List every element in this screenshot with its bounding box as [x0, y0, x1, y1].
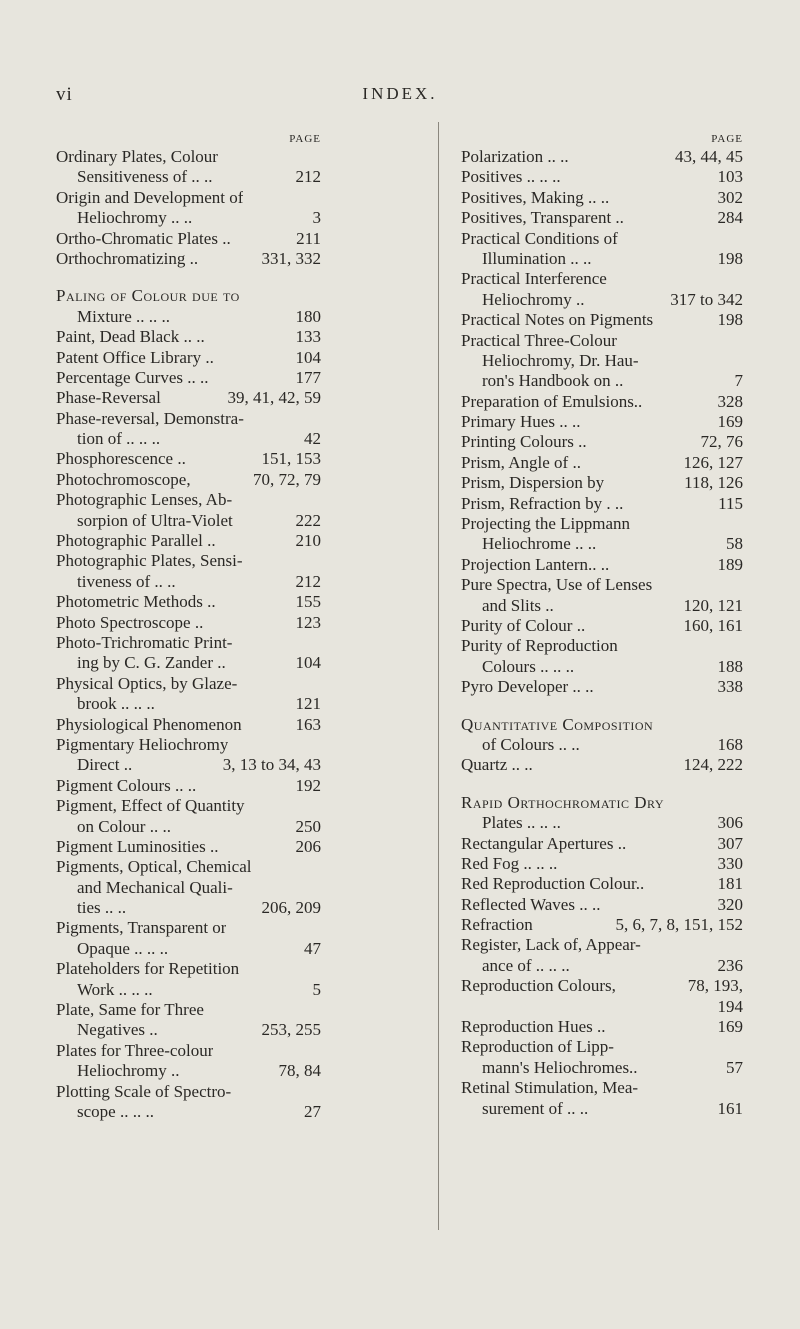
entry-page-numbers: 317 to 342	[670, 289, 743, 309]
entry-text: ties .. ..	[77, 898, 127, 918]
index-entry-line	[56, 857, 321, 877]
entry-page-numbers: 212	[295, 167, 321, 187]
entry-page-numbers: 3	[312, 208, 321, 228]
entry-text: Reproduction of Lipp-	[461, 1037, 614, 1057]
page-number: vi	[56, 84, 73, 105]
entry-text: Plotting Scale of Spectro-	[56, 1081, 232, 1101]
section-gap	[461, 776, 743, 793]
section-gap	[56, 269, 321, 286]
entry-page-numbers: 198	[717, 310, 743, 330]
entry-text: Phase-reversal, Demonstra-	[56, 408, 244, 428]
entry-text: Pigments, Optical, Chemical	[56, 857, 252, 877]
entry-page-numbers: 181	[717, 874, 743, 894]
entry-page-numbers: 177	[295, 367, 321, 387]
entry-text: Register, Lack of, Appear-	[461, 935, 641, 955]
entry-text: Red Fog .. .. ..	[461, 853, 558, 873]
entry-page-numbers: 338	[717, 677, 743, 697]
index-entry-line	[461, 188, 743, 208]
entry-page-numbers: 123	[295, 612, 321, 632]
entry-page-numbers: 212	[295, 571, 321, 591]
index-entry-line	[461, 534, 743, 554]
index-entry-line	[56, 878, 321, 898]
entry-text: Projection Lantern.. ..	[461, 554, 610, 574]
index-entry-line	[461, 755, 743, 775]
section-gap	[461, 698, 743, 715]
entry-text: Paint, Dead Black .. ..	[56, 327, 205, 347]
entry-page-numbers: 198	[717, 248, 743, 268]
entry-page-numbers: 124, 222	[683, 755, 743, 775]
index-entry-line	[56, 1102, 321, 1122]
index-entry-line	[461, 735, 743, 755]
entry-text: Heliochromy ..	[482, 289, 585, 309]
index-entry-line	[56, 208, 321, 228]
entry-text: ing by C. G. Zander ..	[77, 653, 226, 673]
index-entry-line	[56, 388, 321, 408]
entry-page-numbers: 194	[717, 996, 743, 1016]
entry-text: Heliochromy ..	[77, 1061, 180, 1081]
entry-page-numbers: 236	[717, 955, 743, 975]
entry-text: Photometric Methods ..	[56, 592, 216, 612]
entry-text: Rapid Orthochromatic Dry	[461, 792, 665, 812]
entry-page-numbers: 302	[717, 187, 743, 207]
entry-page-numbers: 104	[295, 653, 321, 673]
entry-text: Pigmentary Heliochromy	[56, 734, 229, 754]
entry-text: Pigments, Transparent or	[56, 918, 227, 938]
entry-text: Ortho-Chromatic Plates ..	[56, 228, 231, 248]
entry-text: scope .. .. ..	[77, 1101, 154, 1121]
entry-text: Phosphorescence ..	[56, 449, 186, 469]
entry-text: Illumination .. ..	[482, 248, 592, 268]
entry-text: Sensitiveness of .. ..	[77, 167, 213, 187]
index-entry-line	[461, 657, 743, 677]
index-entry-line	[56, 551, 321, 571]
index-entry-line	[461, 997, 743, 1017]
entry-page-numbers: 118, 126	[684, 473, 743, 493]
entry-page-numbers: 320	[717, 894, 743, 914]
index-entry-line	[461, 976, 743, 996]
entry-page-numbers: 188	[717, 656, 743, 676]
index-entry-line	[461, 596, 743, 616]
entry-text: Printing Colours ..	[461, 432, 587, 452]
entry-text: Purity of Colour ..	[461, 615, 586, 635]
entry-text: Rectangular Apertures ..	[461, 833, 627, 853]
entry-page-numbers: 58	[726, 534, 743, 554]
entry-text: ron's Handbook on ..	[482, 371, 624, 391]
entry-page-numbers: 7	[734, 371, 743, 391]
entry-page-numbers: 151, 153	[261, 449, 321, 469]
entry-page-numbers: 120, 121	[683, 595, 743, 615]
index-entry-line	[56, 959, 321, 979]
entry-text: Orthochromatizing ..	[56, 248, 199, 268]
index-entry-line	[461, 956, 743, 976]
entry-text: Reproduction Colours,	[461, 976, 616, 996]
entry-text: Percentage Curves .. ..	[56, 367, 209, 387]
entry-text: Origin and Development of	[56, 187, 244, 207]
index-entry-line	[461, 874, 743, 894]
index-entry-line	[56, 449, 321, 469]
entry-text: Practical Interference	[461, 269, 607, 289]
entry-page-numbers: 42	[304, 429, 321, 449]
entry-page-numbers: 5, 6, 7, 8, 151, 152	[615, 915, 743, 935]
index-entry-line	[461, 1058, 743, 1078]
entry-page-numbers: 39, 41, 42, 59	[227, 388, 321, 408]
index-entry-line	[56, 368, 321, 388]
index-entry-line	[56, 939, 321, 959]
index-entry-line	[461, 555, 743, 575]
entry-text: brook .. .. ..	[77, 694, 155, 714]
entry-text: Heliochromy, Dr. Hau-	[482, 350, 639, 370]
index-entry-line	[461, 616, 743, 636]
entry-text: Plates for Three-colour	[56, 1040, 214, 1060]
entry-page-numbers: 5	[312, 979, 321, 999]
entry-text: Physical Optics, by Glaze-	[56, 673, 238, 693]
index-entry-line	[461, 167, 743, 187]
entry-page-numbers: 169	[717, 412, 743, 432]
entry-page-numbers: 168	[717, 734, 743, 754]
index-entry-line	[461, 935, 743, 955]
entry-text: Physiological Phenomenon	[56, 714, 242, 734]
entry-text: and Slits ..	[482, 595, 554, 615]
entry-text: Reflected Waves .. ..	[461, 894, 601, 914]
entry-text: Red Reproduction Colour..	[461, 874, 645, 894]
index-entry-line	[56, 653, 321, 673]
index-entry-line	[461, 793, 743, 813]
entry-page-numbers: 331, 332	[261, 248, 321, 268]
entry-text: Paling of Colour due to	[56, 286, 240, 306]
entry-page-numbers: 222	[295, 510, 321, 530]
entry-page-numbers: 169	[717, 1017, 743, 1037]
entry-page-numbers: 211	[296, 228, 321, 248]
entry-text: Positives, Transparent ..	[461, 208, 624, 228]
running-head: INDEX.	[362, 84, 438, 103]
entry-text: Ordinary Plates, Colour	[56, 147, 218, 166]
index-entry-line	[56, 429, 321, 449]
index-entry-line	[56, 898, 321, 918]
index-entry-line	[461, 1037, 743, 1057]
entry-text: Practical Notes on Pigments	[461, 310, 654, 330]
index-entry-line	[461, 677, 743, 697]
index-entry-line	[56, 531, 321, 551]
index-entry-line	[56, 633, 321, 653]
entry-text: Purity of Reproduction	[461, 636, 618, 656]
entry-text: Reproduction Hues ..	[461, 1017, 606, 1037]
index-entry-line	[461, 834, 743, 854]
entry-page-numbers: 163	[295, 714, 321, 734]
entry-text: Polarization .. ..	[461, 147, 569, 166]
index-entry-line	[461, 290, 743, 310]
page-header	[0, 84, 800, 110]
index-entry-line	[461, 514, 743, 534]
entry-text: Photo Spectroscope ..	[56, 612, 204, 632]
index-entry-line	[56, 327, 321, 347]
entry-text: Retinal Stimulation, Mea-	[461, 1078, 639, 1098]
entry-page-numbers: 126, 127	[683, 452, 743, 472]
page-column-label: PAGE	[289, 133, 321, 145]
index-entry-line	[56, 980, 321, 1000]
index-entry-line	[56, 1082, 321, 1102]
index-column-right	[461, 133, 743, 1119]
index-entry-line	[56, 735, 321, 755]
entry-text: of Colours .. ..	[482, 734, 580, 754]
index-entry-line	[56, 592, 321, 612]
index-entry-line	[56, 1061, 321, 1081]
index-entry-line	[56, 918, 321, 938]
entry-text: Prism, Dispersion by	[461, 473, 605, 493]
entry-text: Quartz .. ..	[461, 755, 533, 775]
index-entry-line	[461, 915, 743, 935]
index-entry-line	[56, 817, 321, 837]
entry-text: Practical Three-Colour	[461, 330, 617, 350]
entry-text: Pyro Developer .. ..	[461, 677, 594, 697]
entry-text: Photographic Lenses, Ab-	[56, 490, 233, 510]
entry-page-numbers: 250	[295, 816, 321, 836]
entry-text: Projecting the Lippmann	[461, 514, 631, 534]
entry-page-numbers: 155	[295, 592, 321, 612]
entry-page-numbers: 27	[304, 1101, 321, 1121]
index-entry-line	[56, 188, 321, 208]
index-entry-line	[56, 776, 321, 796]
index-entry-line	[461, 813, 743, 833]
entry-page-numbers: 3, 13 to 34, 43	[222, 755, 321, 775]
entry-page-numbers: 206	[295, 836, 321, 856]
index-entry-line	[461, 269, 743, 289]
entry-text: Photographic Plates, Sensi-	[56, 551, 243, 571]
entry-text: Preparation of Emulsions..	[461, 391, 643, 411]
entry-page-numbers: 210	[295, 531, 321, 551]
entry-text: mann's Heliochromes..	[482, 1057, 638, 1077]
entry-text: Pigment Colours .. ..	[56, 775, 197, 795]
entry-page-numbers: 284	[717, 208, 743, 228]
index-entry-line	[56, 674, 321, 694]
column-divider	[438, 122, 439, 1230]
entry-text: Colours .. .. ..	[482, 656, 575, 676]
entry-text: Photo-Trichromatic Print-	[56, 632, 233, 652]
entry-page-numbers: 328	[717, 391, 743, 411]
entry-text: Pigment, Effect of Quantity	[56, 796, 245, 816]
entry-text: Pigment Luminosities ..	[56, 836, 219, 856]
entry-page-numbers: 70, 72, 79	[253, 469, 321, 489]
entry-text: and Mechanical Quali-	[77, 877, 233, 897]
index-entry-line	[461, 453, 743, 473]
index-entry-line	[56, 348, 321, 368]
entry-page-numbers: 103	[717, 167, 743, 187]
entry-text: Heliochromy .. ..	[77, 208, 193, 228]
entry-page-numbers: 192	[295, 775, 321, 795]
entry-page-numbers: 253, 255	[261, 1020, 321, 1040]
entry-text: Opaque .. .. ..	[77, 938, 169, 958]
entry-page-numbers: 72, 76	[700, 432, 743, 452]
entry-text: Quantitative Composition	[461, 714, 654, 734]
index-entry-line	[461, 1078, 743, 1098]
entry-text: Work .. .. ..	[77, 979, 153, 999]
entry-text: Positives, Making .. ..	[461, 187, 610, 207]
index-entry-line	[461, 331, 743, 351]
index-entry-line	[461, 412, 743, 432]
index-entry-line	[461, 575, 743, 595]
index-entry-line	[56, 229, 321, 249]
index-entry-line	[461, 351, 743, 371]
entry-page-numbers: 160, 161	[683, 615, 743, 635]
entry-page-numbers: 206, 209	[261, 898, 321, 918]
entry-text: Mixture .. .. ..	[77, 306, 171, 326]
entry-text: Plateholders for Repetition	[56, 959, 240, 979]
entry-page-numbers: 307	[717, 833, 743, 853]
index-entry-line	[56, 613, 321, 633]
entry-text: Phase-Reversal	[56, 388, 161, 408]
index-entry-line	[56, 490, 321, 510]
entry-page-numbers: 133	[295, 327, 321, 347]
entry-page-numbers: 189	[717, 554, 743, 574]
index-entry-line	[461, 392, 743, 412]
index-entry-line	[56, 796, 321, 816]
entry-text: tion of .. .. ..	[77, 429, 161, 449]
entry-page-numbers: 78, 193,	[687, 976, 743, 996]
index-entry-line	[56, 470, 321, 490]
entry-text: Photochromoscope,	[56, 469, 191, 489]
entry-page-numbers: 57	[726, 1057, 743, 1077]
entry-text: Refraction	[461, 915, 533, 935]
index-entry-line	[56, 572, 321, 592]
index-entry-line	[461, 715, 743, 735]
entry-text: Prism, Angle of ..	[461, 452, 581, 472]
index-entry-line	[461, 432, 743, 452]
index-column-left	[56, 133, 321, 1122]
entry-text: Pure Spectra, Use of Lenses	[461, 575, 653, 595]
index-entry-line	[56, 694, 321, 714]
entry-text: Plate, Same for Three	[56, 1000, 204, 1020]
entry-text: Plates .. .. ..	[482, 813, 561, 833]
index-entry-line	[461, 208, 743, 228]
entry-page-numbers: 306	[717, 813, 743, 833]
entry-text: surement of .. ..	[482, 1098, 589, 1118]
entry-page-numbers: 47	[304, 938, 321, 958]
entry-page-numbers: 43, 44, 45	[675, 147, 743, 166]
index-entry-line	[56, 167, 321, 187]
index-entry-line	[461, 895, 743, 915]
index-entry-line	[461, 494, 743, 514]
index-entry-line	[56, 511, 321, 531]
entry-text: on Colour .. ..	[77, 816, 171, 836]
index-entry-line	[461, 636, 743, 656]
index-entry-line	[56, 715, 321, 735]
entry-text: Photographic Parallel ..	[56, 531, 216, 551]
index-entry-line	[461, 854, 743, 874]
entry-text: tiveness of .. ..	[77, 571, 176, 591]
index-entry-line	[56, 837, 321, 857]
index-entry-line	[461, 371, 743, 391]
entry-text: sorpion of Ultra-Violet	[77, 510, 233, 530]
entry-page-numbers: 121	[295, 694, 321, 714]
index-entry-line	[461, 473, 743, 493]
entry-text: Negatives ..	[77, 1020, 158, 1040]
entry-page-numbers: 104	[295, 347, 321, 367]
index-entry-line	[56, 307, 321, 327]
entry-text: Practical Conditions of	[461, 228, 618, 248]
index-entry-line	[56, 1020, 321, 1040]
entry-text: Primary Hues .. ..	[461, 412, 581, 432]
index-entry-line	[461, 249, 743, 269]
entry-page-numbers: 330	[717, 853, 743, 873]
entry-text: Direct ..	[77, 755, 133, 775]
entry-page-numbers: 115	[718, 493, 743, 513]
index-entry-line	[56, 755, 321, 775]
entry-page-numbers: 161	[717, 1098, 743, 1118]
index-entry-line	[461, 1017, 743, 1037]
index-entry-line	[461, 1099, 743, 1119]
index-entry-line	[56, 1000, 321, 1020]
index-entry-line	[56, 249, 321, 269]
page-column-label: PAGE	[711, 133, 743, 145]
entry-page-numbers: 78, 84	[278, 1061, 321, 1081]
index-entry-line	[56, 1041, 321, 1061]
index-entry-line	[461, 310, 743, 330]
entry-text: Prism, Refraction by . ..	[461, 493, 624, 513]
index-entry-line	[56, 409, 321, 429]
entry-page-numbers: 180	[295, 306, 321, 326]
index-entry-line	[461, 229, 743, 249]
index-entry-line	[461, 147, 743, 167]
entry-text: Positives .. .. ..	[461, 167, 561, 187]
index-entry-line	[56, 147, 321, 167]
entry-text: Patent Office Library ..	[56, 347, 214, 367]
entry-text: ance of .. .. ..	[482, 955, 570, 975]
entry-text: Heliochrome .. ..	[482, 534, 597, 554]
index-entry-line	[56, 286, 321, 306]
